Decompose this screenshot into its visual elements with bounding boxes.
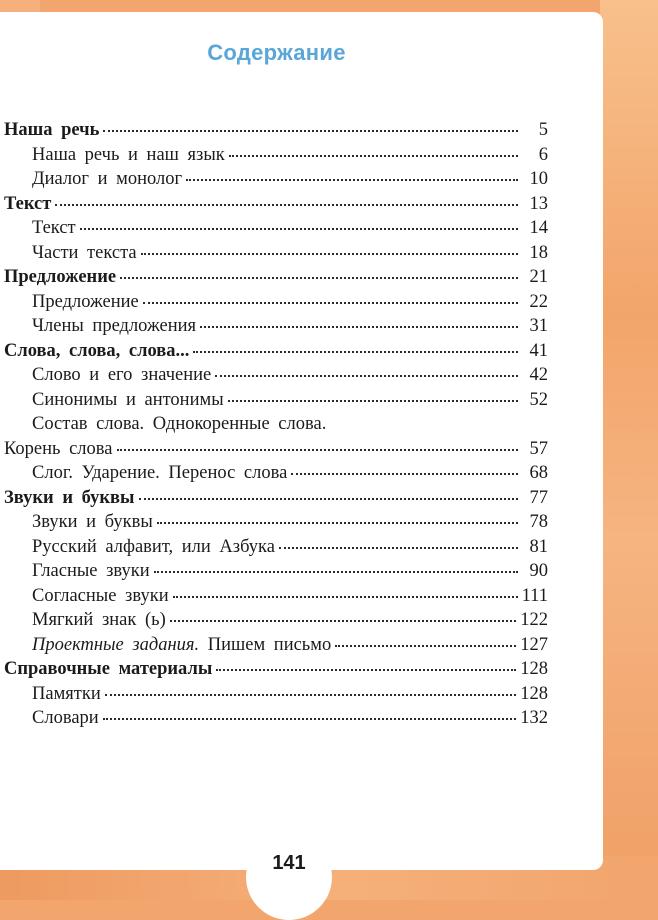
toc-row — [4, 243, 548, 268]
toc-leader — [141, 253, 518, 255]
toc-page: 132 — [520, 708, 548, 728]
toc-row — [4, 610, 548, 635]
toc-leader — [143, 302, 518, 304]
toc-label: Памятки — [32, 683, 101, 704]
toc-label: Слова, слова, слова... — [4, 340, 190, 361]
toc-page: 41 — [529, 340, 548, 361]
toc-label: Справочные материалы — [4, 659, 213, 679]
toc-label: Звуки и буквы — [32, 512, 153, 532]
toc-row — [4, 586, 548, 611]
toc-leader — [170, 620, 516, 622]
toc-page: 22 — [529, 291, 548, 312]
toc-leader — [186, 179, 518, 181]
book-page — [0, 12, 603, 870]
toc-row — [4, 414, 548, 439]
toc-leader — [229, 155, 518, 157]
toc-label-rest: Пишем письмо — [207, 634, 332, 655]
toc-label — [32, 635, 331, 656]
toc-leader — [200, 326, 518, 328]
toc-page: 122 — [520, 610, 548, 630]
toc-label: Корень слова — [4, 438, 113, 459]
toc-page: 5 — [538, 120, 548, 140]
toc-page: 128 — [520, 659, 548, 679]
toc-row — [4, 292, 548, 317]
page-number: 141 — [272, 852, 306, 874]
toc-row — [4, 390, 548, 415]
toc-leader — [120, 277, 518, 279]
toc-label: Словари — [32, 708, 99, 728]
toc-leader — [80, 228, 518, 230]
toc-row — [4, 684, 548, 709]
toc-leader — [139, 498, 519, 500]
toc-leader — [291, 473, 518, 475]
toc-row — [4, 708, 548, 733]
toc-leader — [103, 130, 518, 132]
toc-page: 81 — [529, 536, 548, 557]
toc-label: Состав слова. Однокоренные слова. — [32, 414, 327, 434]
toc-row — [4, 145, 548, 170]
toc-label: Согласные звуки — [32, 585, 169, 606]
toc-row — [4, 512, 548, 537]
toc-label: Слог. Ударение. Перенос слова — [32, 463, 288, 483]
toc-label: Звуки и буквы — [4, 487, 135, 508]
toc-label: Части текста — [32, 242, 137, 263]
toc-page: 31 — [529, 316, 548, 336]
toc-row — [4, 488, 548, 513]
toc-leader — [117, 449, 519, 451]
toc-page: 57 — [529, 438, 548, 459]
toc-label: Предложение — [4, 267, 117, 287]
toc-label: Диалог и монолог — [32, 169, 183, 189]
toc-page: 18 — [529, 242, 548, 263]
toc-label: Члены предложения — [32, 316, 197, 336]
toc-leader — [154, 571, 518, 573]
toc-label: Текст — [4, 193, 52, 214]
toc-label: Наша речь — [4, 120, 100, 140]
toc-leader — [193, 351, 518, 353]
toc-row — [4, 194, 548, 219]
toc-label: Наша речь и наш язык — [32, 144, 225, 165]
toc-page: 77 — [529, 487, 548, 508]
toc-page: 21 — [529, 267, 548, 287]
toc-leader — [335, 645, 516, 647]
toc-page: 13 — [529, 193, 548, 214]
toc-leader — [157, 522, 518, 524]
toc-leader — [216, 669, 516, 671]
toc-page: 10 — [529, 169, 548, 189]
toc-page: 52 — [529, 389, 548, 410]
toc-leader — [279, 547, 518, 549]
toc-page: 78 — [529, 512, 548, 532]
toc-page: 111 — [521, 585, 548, 606]
toc-row — [4, 218, 548, 243]
page-number-badge — [246, 834, 332, 920]
toc-page: 14 — [529, 218, 548, 238]
toc-row — [4, 169, 548, 194]
toc-row — [4, 267, 548, 292]
toc-leader — [105, 694, 516, 696]
toc-row — [4, 463, 548, 488]
toc-leader — [215, 375, 518, 377]
toc-page: 128 — [520, 683, 548, 704]
toc-page: 68 — [529, 463, 548, 483]
toc-row — [4, 316, 548, 341]
background-right — [600, 0, 658, 900]
toc-row — [4, 537, 548, 562]
toc-page: 6 — [538, 144, 548, 165]
toc-page: 90 — [529, 561, 548, 581]
toc-label: Слово и его значение — [32, 365, 212, 385]
table-of-contents — [4, 120, 548, 733]
toc-label-italic: Проектные задания. — [32, 634, 200, 655]
toc-page: 127 — [520, 634, 548, 655]
toc-row — [4, 659, 548, 684]
toc-row — [4, 561, 548, 586]
toc-label: Текст — [32, 218, 76, 238]
toc-row — [4, 365, 548, 390]
toc-label: Гласные звуки — [32, 561, 150, 581]
toc-leader — [55, 204, 518, 206]
page-title: Содержание — [207, 40, 346, 65]
toc-page: 42 — [529, 365, 548, 385]
toc-label: Русский алфавит, или Азбука — [32, 536, 275, 557]
toc-label: Мягкий знак (ь) — [32, 610, 166, 630]
toc-leader — [228, 400, 518, 402]
toc-leader — [103, 718, 517, 720]
toc-row — [4, 120, 548, 145]
toc-label: Предложение — [32, 291, 139, 312]
toc-label: Синонимы и антонимы — [32, 389, 224, 410]
toc-row — [4, 439, 548, 464]
toc-leader — [173, 596, 518, 598]
toc-row — [4, 635, 548, 660]
toc-row — [4, 341, 548, 366]
